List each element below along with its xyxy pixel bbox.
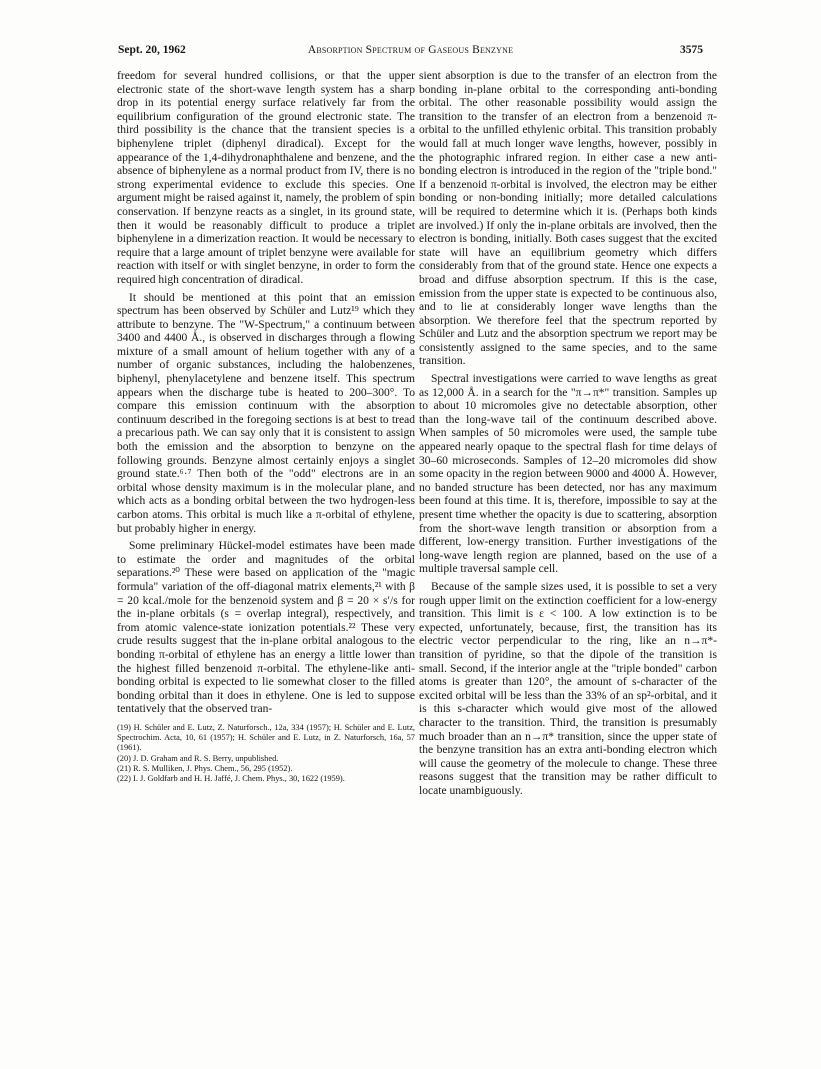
paragraph: Spectral investigations were carried to wave lengths as great as 12,000 Å. in a search for the "π→π*" transition. Samples up to about 10 micromoles give no detectable absorption, other than the long-wave tail of the continuum described above. When samples of 50 micromoles were used, the sample tube appeared nearly opaque to the spectral flash for time delays of 30–60 microseconds. Samples of 12–20 micromoles did show some opacity in the region between 9000 and 4000 Å. However, no banded structure has been detected, nor has any maximum been found at this time. It is, therefore, impossible to say at the present time whether the opacity is due to scattering, absorption from the short-wave length transition or absorption from a different, low-energy transition. Further investigations of the long-wave length region are planned, based on the use of a multiple traversal sample cell.	[419, 373, 717, 576]
paragraph: Because of the sample sizes used, it is possible to set a very rough upper limit on the extinction coefficient for a low-energy transition. This limit is ε < 100. A low extinction is to be expected, unfortunately, because, first, the transition has its electric vector perpendicular to the ring, like an n→π*-transition of pyridine, so that the dipole of the transition is small. Second, if the interior angle at the "triple bonded" carbon atoms is greater than 120°, the amount of s-character of the excited orbital will be less than the 33% of an sp²-orbital, and it is this s-character which would give most of the allowed character to the transition. Third, the transition is presumably much broader than an n→π* transition, since the upper state of the benzyne transition has an extra anti-bonding electron which will cause the geometry of the molecule to change. These three reasons suggest that the transition may be rather difficult to locate unambiguously.	[419, 580, 717, 797]
paragraph: It should be mentioned at this point that an emission spectrum has been observed by Schüler and Lutz¹⁹ which they attribute to benzyne. The "W-Spectrum," a continuum between 3400 and 4400 Å., is observed in discharges through a flowing mixture of a small amount of helium together with any of a number of organic substances, including the halobenzenes, biphenyl, phenylacetylene and benzene itself. This spectrum appears when the discharge tube is heated to 200–300°. To compare this emission continuum with the absorption continuum described in the foregoing sections is at best to tread a precarious path. We can say only that it is consistent to assign both the emission and the absorption to benzyne on the following grounds. Benzyne almost certainly enjoys a singlet ground state.⁶·⁷ Then both of the "odd" electrons are in an orbital whose density maximum is in the molecular plane, and which acts as a bonding orbital between the two hydrogen-less carbon atoms. This orbital is much like a π-orbital of ethylene, but probably higher in energy.	[117, 291, 415, 535]
running-header	[118, 44, 703, 60]
footnote: (20) J. D. Graham and R. S. Berry, unpublished.	[117, 753, 279, 763]
footnote: (22) I. J. Goldfarb and H. H. Jaffé, J. Chem. Phys., 30, 1622 (1959).	[117, 773, 345, 783]
footnotes	[117, 723, 415, 784]
paragraph: sient absorption is due to the transfer of an electron from the bonding in-plane orbital to the corresponding anti-bonding orbital. The other reasonable possibility would assign the transition to the transfer of an electron from a benzenoid π-orbital to the unfilled ethylenic orbital. This transition probably would fall at much longer wave lengths, however, possibly in the photographic infrared region. In either case a new anti-bonding electron is introduced in the region of the "triple bond." If a benzenoid π-orbital is involved, the electron may be either bonding or non-bonding initially; more detailed calculations will be required to determine which it is. (Perhaps both kinds are involved.) If only the in-plane orbitals are involved, then the electron is bonding, initially. Both cases suggest that the excited state will have an equilibrium geometry which differs considerably from that of the ground state. Hence one expects a broad and diffuse absorption spectrum. If this is the case, emission from the upper state is expected to be continuous also, and to lie at considerably longer wave lengths than the absorption. We therefore feel that the spectrum reported by Schüler and Lutz and the absorption spectrum we report may be consistently assigned to the same species, and to the same transition.	[419, 70, 717, 368]
header-date: Sept. 20, 1962	[118, 44, 186, 56]
footnote: (19) H. Schüler and E. Lutz, Z. Naturforsch., 12a, 334 (1957); H. Schüler and E. Lutz, Spectrochim. Acta, 10, 61 (1957); H. Schüler and E. Lutz, in Z. Naturforsch, 16a, 57 (1961).	[117, 722, 415, 753]
left-column	[117, 70, 415, 784]
page-number: 3575	[680, 44, 703, 56]
right-column	[419, 70, 717, 798]
header-title: Absorption Spectrum of Gaseous Benzyne	[307, 44, 514, 56]
footnote: (21) R. S. Mulliken, J. Phys. Chem., 56, 295 (1952).	[117, 763, 293, 773]
paragraph: Some preliminary Hückel-model estimates have been made to estimate the order and magnitudes of the orbital separations.²⁰ These were based on application of the "magic formula" variation of the off-diagonal matrix elements,²¹ with β = 20 kcal./mole for the benzenoid system and β = 20 × s′/s for the in-plane orbitals (s = overlap integral), respectively, and from atomic valence-state ionization potentials.²² These very crude results suggest that the in-plane orbital analogous to the bonding π-orbital of ethylene has an energy a little lower than the highest filled benzenoid π-orbital. The ethylene-like anti-bonding orbital is expected to lie somewhat closer to the filled bonding orbital than it does in ethylene. One is led to suppose tentatively that the observed tran-	[117, 540, 415, 716]
paragraph: freedom for several hundred collisions, or that the upper electronic state of the short-wave length system has a sharp drop in its potential energy surface relatively far from the equilibrium configuration of the ground electronic state. The third possibility is the chance that the transient species is a biphenylene triplet (diphenyl diradical). Except for the appearance of the 1,4-dihydronaphthalene and benzene, and the absence of biphenylene as a normal product from IV, there is no strong experimental evidence to exclude this species. One argument might be raised against it, namely, the problem of spin conservation. If benzyne reacts as a singlet, in its ground state, then it would be reasonably difficult to produce a triplet biphenylene in a dimerization reaction. It would be necessary to require that a large amount of triplet benzyne were available for reaction with itself or with singlet benzyne, in order to form the required high concentration of diradical.	[117, 70, 415, 286]
